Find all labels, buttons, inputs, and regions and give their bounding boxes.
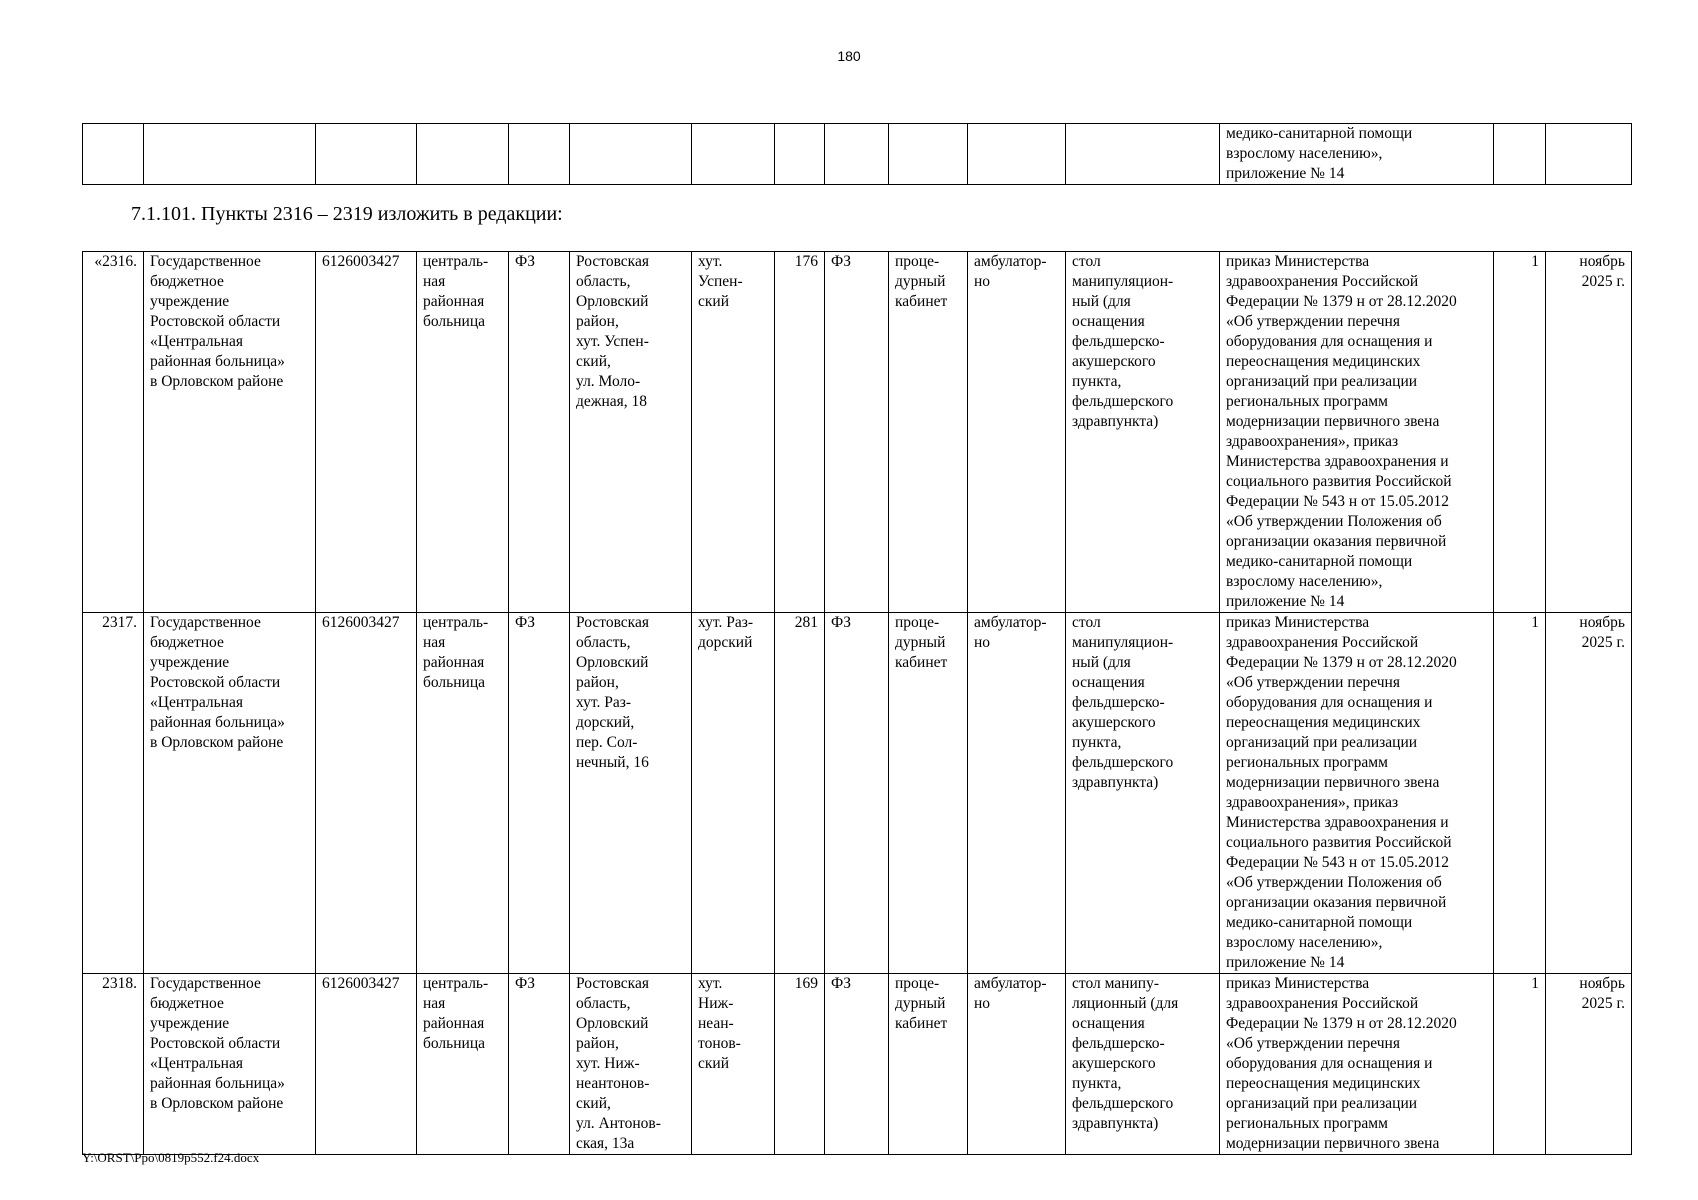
cell-care-mode: амбулатор- но <box>968 252 1066 613</box>
table-cell: медико-санитарной помощи взрослому населению», приложение № 14 <box>1220 124 1494 185</box>
table-cell <box>1066 124 1220 185</box>
table-cell <box>509 124 570 185</box>
page-number: 180 <box>837 48 861 64</box>
cell-population: 176 <box>775 252 825 613</box>
cell-room: проце- дурный кабинет <box>889 974 968 1155</box>
cell-facility-type: централь- ная районная больница <box>417 252 509 613</box>
cell-institution: Государственное бюджетное учреждение Ростовской области «Центральная районная больница» в Орловском районе <box>144 974 316 1155</box>
table-cell <box>889 124 968 185</box>
cell-facility-type: централь- ная районная больница <box>417 613 509 974</box>
cell-room: проце- дурный кабинет <box>889 613 968 974</box>
cell-quantity: 1 <box>1494 974 1546 1155</box>
cell-care-mode: амбулатор- но <box>968 974 1066 1155</box>
cell-inn: 6126003427 <box>316 613 417 974</box>
table-cell <box>1546 124 1632 185</box>
cell-address: Ростовская область, Орловский район, хут. Раз- дорский, пер. Сол- нечный, 16 <box>570 613 692 974</box>
cell-unit-type-2: ФЗ <box>825 252 889 613</box>
cell-care-mode: амбулатор- но <box>968 613 1066 974</box>
cell-institution: Государственное бюджетное учреждение Ростовской области «Центральная районная больница» в Орловском районе <box>144 613 316 974</box>
cell-unit-type-2: ФЗ <box>825 613 889 974</box>
table-cell <box>968 124 1066 185</box>
table-cell <box>417 124 509 185</box>
table-cell <box>775 124 825 185</box>
cell-settlement: хут. Ниж- неан- тонов- ский <box>692 974 775 1155</box>
cell-date: ноябрь 2025 г. <box>1546 974 1632 1155</box>
section-heading: 7.1.101. Пункты 2316 – 2319 изложить в редакции: <box>131 203 563 225</box>
cell-equipment: стол манипуляцион- ный (для оснащения фельдшерско- акушерского пункта, фельдшерского здравпункта) <box>1066 252 1220 613</box>
cell-legal-basis: приказ Министерства здравоохранения Российской Федерации № 1379 н от 28.12.2020 «Об утверждении перечня оборудования для оснащения и переоснащения медицинских организаций при реализации региональных программ модернизации первичного звена <box>1220 974 1494 1155</box>
cell-quantity: 1 <box>1494 252 1546 613</box>
cell-item-number: 2317. <box>83 613 144 974</box>
table-cell <box>570 124 692 185</box>
table-cell <box>1494 124 1546 185</box>
document-file-path: Y:\ORST\Ppo\0819p552.f24.docx <box>82 1150 260 1165</box>
table-cell <box>692 124 775 185</box>
cell-equipment: стол манипуляцион- ный (для оснащения фельдшерско- акушерского пункта, фельдшерского здравпункта) <box>1066 613 1220 974</box>
cell-date: ноябрь 2025 г. <box>1546 252 1632 613</box>
table-cell <box>316 124 417 185</box>
cell-room: проце- дурный кабинет <box>889 252 968 613</box>
cell-population: 169 <box>775 974 825 1155</box>
cell-settlement: хут. Раз- дорский <box>692 613 775 974</box>
table-cell <box>144 124 316 185</box>
cell-date: ноябрь 2025 г. <box>1546 613 1632 974</box>
cell-legal-basis: приказ Министерства здравоохранения Российской Федерации № 1379 н от 28.12.2020 «Об утверждении перечня оборудования для оснащения и переоснащения медицинских организаций при реализации региональных программ модернизации первичного звена здравоохранения», приказ Министерства здравоохранения и социального развития Российской Федерации № 543 н от 15.05.2012 «Об утверждении Положения об организации оказания первичной медико-санитарной помощи взрослому населению», приложение № 14 <box>1220 252 1494 613</box>
cell-inn: 6126003427 <box>316 252 417 613</box>
cell-facility-type: централь- ная районная больница <box>417 974 509 1155</box>
cell-equipment: стол манипу- ляционный (для оснащения фельдшерско- акушерского пункта, фельдшерского здравпункта) <box>1066 974 1220 1155</box>
cell-unit-type: ФЗ <box>509 974 570 1155</box>
cell-institution: Государственное бюджетное учреждение Ростовской области «Центральная районная больница» в Орловском районе <box>144 252 316 613</box>
continuation-table-fragment <box>82 123 1632 185</box>
table-cell <box>825 124 889 185</box>
cell-inn: 6126003427 <box>316 974 417 1155</box>
table-row <box>83 613 1632 974</box>
cell-address: Ростовская область, Орловский район, хут. Ниж- неантонов- ский, ул. Антонов- ская, 13а <box>570 974 692 1155</box>
cell-population: 281 <box>775 613 825 974</box>
table-row <box>83 974 1632 1155</box>
cell-settlement: хут. Успен- ский <box>692 252 775 613</box>
table-row <box>83 252 1632 613</box>
cell-item-number: 2318. <box>83 974 144 1155</box>
cell-unit-type: ФЗ <box>509 252 570 613</box>
cell-legal-basis: приказ Министерства здравоохранения Российской Федерации № 1379 н от 28.12.2020 «Об утверждении перечня оборудования для оснащения и переоснащения медицинских организаций при реализации региональных программ модернизации первичного звена здравоохранения», приказ Министерства здравоохранения и социального развития Российской Федерации № 543 н от 15.05.2012 «Об утверждении Положения об организации оказания первичной медико-санитарной помощи взрослому населению», приложение № 14 <box>1220 613 1494 974</box>
cell-unit-type-2: ФЗ <box>825 974 889 1155</box>
table-row <box>83 124 1632 185</box>
main-table <box>82 251 1632 1155</box>
table-cell <box>83 124 144 185</box>
cell-address: Ростовская область, Орловский район, хут. Успен- ский, ул. Моло- дежная, 18 <box>570 252 692 613</box>
cell-item-number: «2316. <box>83 252 144 613</box>
cell-unit-type: ФЗ <box>509 613 570 974</box>
cell-quantity: 1 <box>1494 613 1546 974</box>
